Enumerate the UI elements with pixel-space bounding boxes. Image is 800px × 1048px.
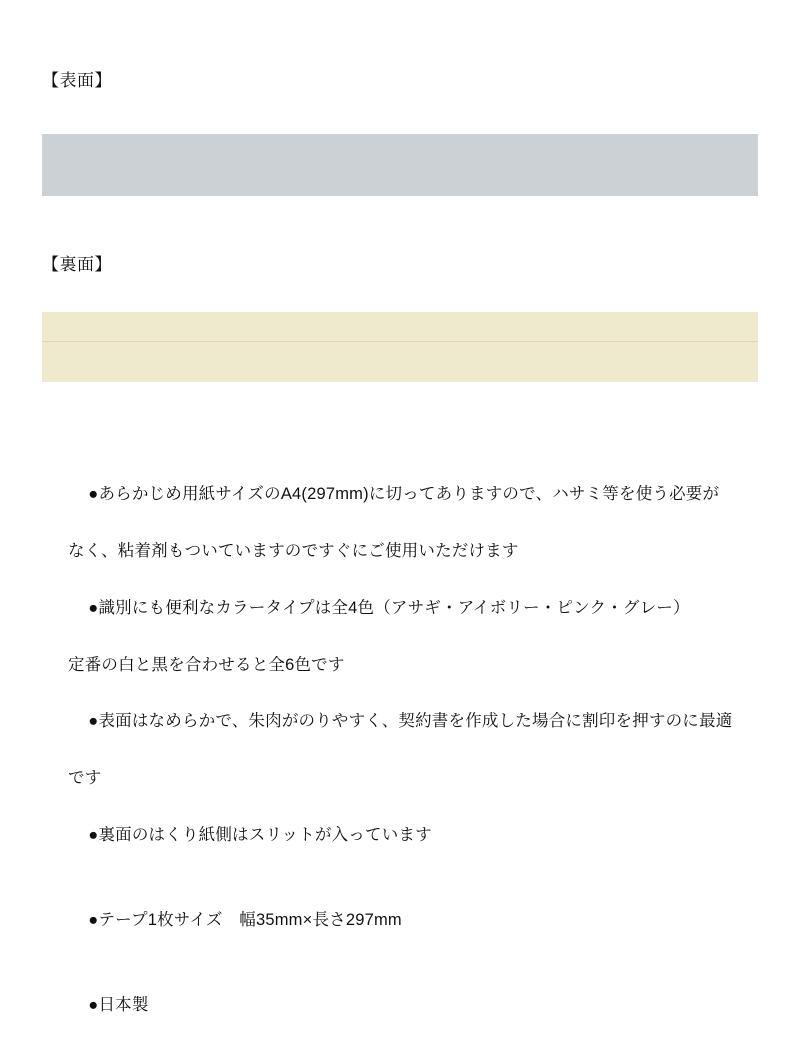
list-item — [50, 679, 762, 793]
bullet-text-continuation: なく、粘着剤もついていますのですぐにご使用いただけます — [68, 542, 519, 561]
bullet-text: 日本製 — [98, 996, 149, 1015]
bullet-text-continuation: 定番の白と黒を合わせると全6色です — [68, 655, 345, 674]
bullet-text: 表面はなめらかで、朱肉がのりやすく、契約書を作成した場合に割印を押すのに最適 — [98, 712, 733, 731]
bullet-text: 裏面のはくり紙側はスリットが入っています — [98, 825, 432, 844]
list-item — [50, 452, 762, 566]
list-item — [50, 963, 762, 1048]
back-side-color-swatch — [42, 312, 758, 382]
front-side-color-swatch — [42, 134, 758, 196]
bullet-text-continuation: です — [68, 769, 102, 788]
bullet-mark-icon: ● — [88, 598, 99, 617]
bullet-mark-icon: ● — [88, 825, 99, 844]
front-side-label: 【表面】 — [42, 71, 112, 90]
bullet-mark-icon: ● — [88, 911, 99, 929]
bullet-mark-icon: ● — [88, 485, 99, 504]
back-side-slit-line — [42, 341, 758, 342]
list-item — [50, 566, 762, 680]
bullet-mark-icon: ● — [88, 712, 99, 731]
back-side-label: 【裏面】 — [42, 255, 112, 274]
bullet-text: 識別にも便利なカラータイプは全4色（アサギ・アイボリー・ピンク・グレー） — [98, 598, 690, 617]
list-item — [50, 878, 762, 963]
bullet-mark-icon: ● — [88, 996, 99, 1015]
bullet-text: あらかじめ用紙サイズのA4(297mm)に切ってありますので、ハサミ等を使う必要が — [98, 485, 720, 504]
bullet-text: テープ1枚サイズ 幅35mm×長さ297mm — [98, 911, 402, 929]
feature-bullet-list — [50, 452, 762, 1048]
list-item — [50, 793, 762, 878]
